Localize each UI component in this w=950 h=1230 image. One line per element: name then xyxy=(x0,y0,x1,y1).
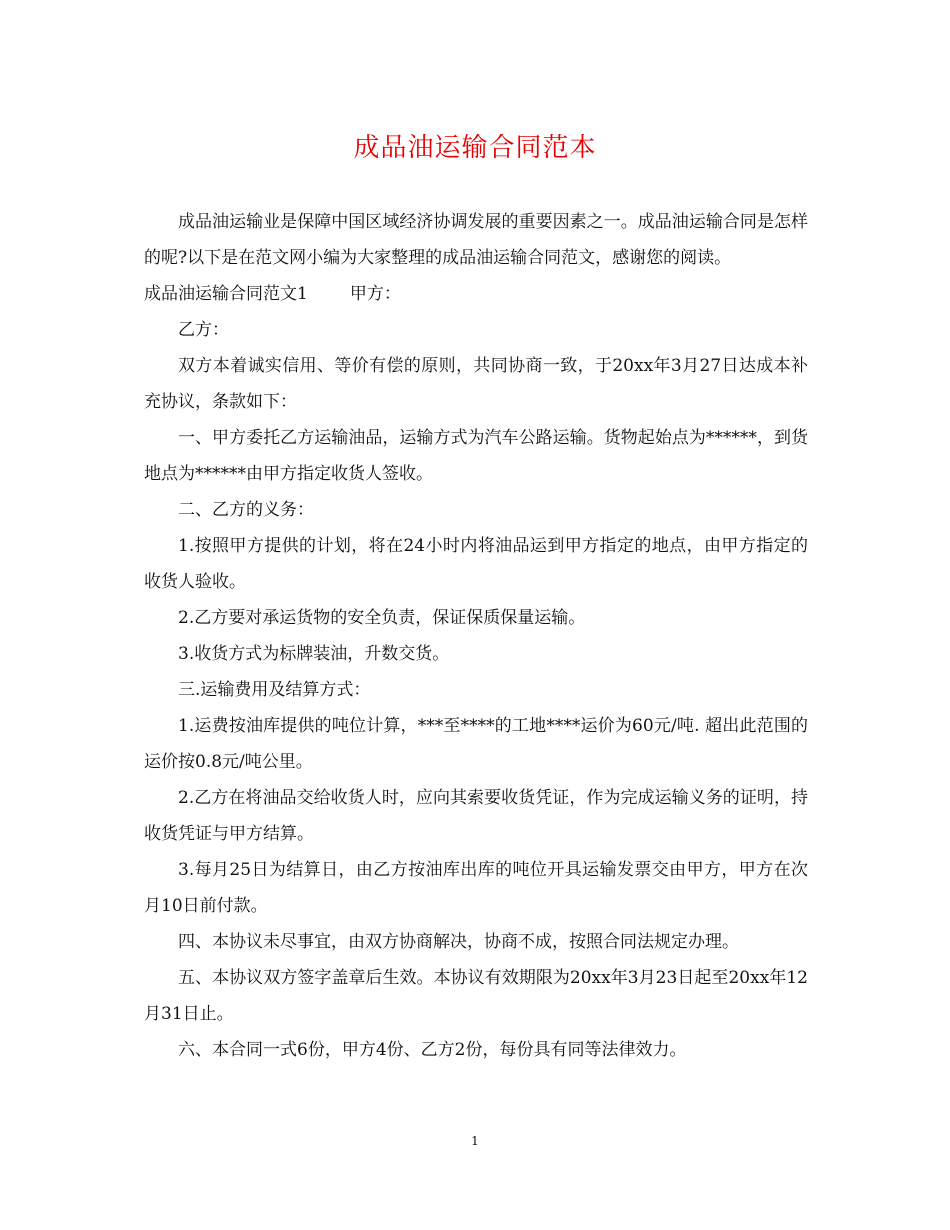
clause-2-item-3: 3.收货方式为标牌装油，升数交货。 xyxy=(178,644,450,664)
clause-3-heading: 三.运输费用及结算方式： xyxy=(178,680,371,700)
clause-2-heading: 二、乙方的义务： xyxy=(178,500,314,520)
clause-3-item-3: 3.每月25日为结算日，由乙方按油库出库的吨位开具运输发票交由甲方，甲方在次月10日前付款。 xyxy=(144,860,808,916)
intro-paragraph: 成品油运输业是保障中国区域经济协调发展的重要因素之一。成品油运输合同是怎样的呢?以下是在范文网小编为大家整理的成品油运输合同范文，感谢您的阅读。 xyxy=(144,212,808,268)
party-a-label: 甲方： xyxy=(349,284,401,304)
clause-1: 一、甲方委托乙方运输油品，运输方式为汽车公路运输。货物起始点为******，到货地点为******由甲方指定收货人签收。 xyxy=(144,428,808,484)
clause-3-item-2: 2.乙方在将油品交给收货人时，应向其索要收货凭证，作为完成运输义务的证明，持收货凭证与甲方结算。 xyxy=(144,788,808,844)
clause-3-item-1: 1.运费按油库提供的吨位计算，***至****的工地****运价为60元/吨. 超出此范围的运价按0.8元/吨公里。 xyxy=(144,716,808,772)
clause-4: 四、本协议未尽事宜，由双方协商解决，协商不成，按照合同法规定办理。 xyxy=(178,932,739,952)
section-heading: 成品油运输合同范文1 xyxy=(144,284,308,304)
clause-2-item-2: 2.乙方要对承运货物的安全负责，保证保质保量运输。 xyxy=(178,608,586,628)
page-number: 1 xyxy=(471,1134,479,1148)
section-heading-line xyxy=(144,276,808,312)
document-title: 成品油运输合同范本 xyxy=(353,133,597,163)
paragraph-agreement: 双方本着诚实信用、等价有偿的原则，共同协商一致，于20xx年3月27日达成本补充协议，条款如下： xyxy=(144,356,808,412)
document-body xyxy=(144,204,808,1068)
clause-6: 六、本合同一式6份，甲方4份、乙方2份，每份具有同等法律效力。 xyxy=(178,1040,687,1060)
party-b-label: 乙方： xyxy=(178,320,229,340)
clause-2-item-1: 1.按照甲方提供的计划，将在24小时内将油品运到甲方指定的地点，由甲方指定的收货人验收。 xyxy=(144,536,808,592)
clause-5: 五、本协议双方签字盖章后生效。本协议有效期限为20xx年3月23日起至20xx年12月31日止。 xyxy=(144,968,808,1024)
